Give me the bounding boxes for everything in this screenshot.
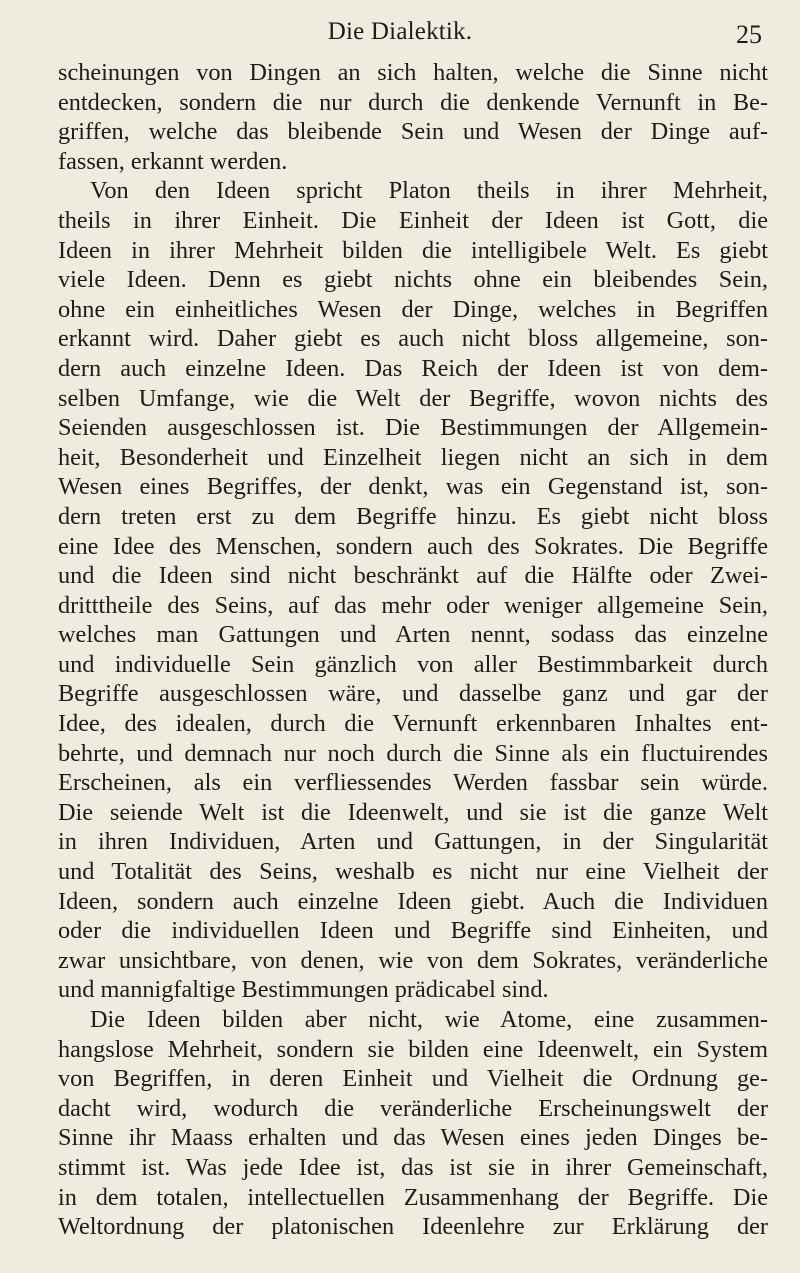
text-line: Von den Ideen spricht Platon theils in ihrer Mehrheit,: [90, 177, 768, 205]
text-line: und Totalität des Seins, weshalb es nicht nur eine Vielheit der: [58, 858, 768, 886]
paragraph: [58, 1005, 768, 1242]
text-line: dern treten erst zu dem Begriffe hinzu. Es giebt nicht bloss: [58, 502, 768, 530]
page-header: [0, 12, 800, 52]
text-line: behrte, und demnach nur noch durch die Sinne als ein fluctuirendes: [58, 739, 768, 767]
text-line: Erscheinen, als ein verfliessendes Werden fassbar sein würde.: [58, 769, 768, 797]
text-line: und mannigfaltige Bestimmungen prädicabel sind.: [58, 976, 549, 1004]
text-line: Seienden ausgeschlossen ist. Die Bestimmungen der Allgemein-: [58, 414, 768, 442]
text-line: Die Ideen bilden aber nicht, wie Atome, eine zusammen-: [90, 1006, 768, 1033]
text-line: in ihren Individuen, Arten und Gattungen, in der Singularität: [58, 828, 768, 856]
text-line: stimmt ist. Was jede Idee ist, das ist sie in ihrer Gemeinschaft,: [58, 1153, 768, 1181]
text-line: dacht wird, wodurch die veränderliche Erscheinungswelt der: [58, 1094, 768, 1122]
text-line: hangslose Mehrheit, sondern sie bilden eine Ideenwelt, ein System: [58, 1035, 768, 1063]
text-line: selben Umfange, wie die Welt der Begriffe, wovon nichts des: [58, 384, 768, 412]
text-line: Ideen in ihrer Mehrheit bilden die intelligibele Welt. Es giebt: [58, 236, 768, 264]
paragraph: [58, 58, 768, 176]
body-text: [58, 58, 768, 1242]
text-line: heit, Besonderheit und Einzelheit liegen nicht an sich in dem: [58, 443, 768, 471]
text-line: ohne ein einheitliches Wesen der Dinge, welches in Begriffen: [58, 295, 768, 323]
text-line: von Begriffen, in deren Einheit und Vielheit die Ordnung ge-: [58, 1065, 768, 1093]
text-line: entdecken, sondern die nur durch die denkende Vernunft in Be-: [58, 88, 768, 116]
text-line: Ideen, sondern auch einzelne Ideen giebt. Auch die Individuen: [58, 887, 768, 915]
text-line: Sinne ihr Maass erhalten und das Wesen eines jeden Dinges be-: [58, 1124, 768, 1152]
text-line: Die seiende Welt ist die Ideenwelt, und sie ist die ganze Welt: [58, 798, 768, 826]
text-line: scheinungen von Dingen an sich halten, welche die Sinne nicht: [58, 59, 768, 86]
text-line: zwar unsichtbare, von denen, wie von dem Sokrates, veränderliche: [58, 946, 768, 974]
text-line: und individuelle Sein gänzlich von aller Bestimmbarkeit durch: [58, 650, 768, 678]
paragraph: [58, 176, 768, 1005]
text-line: Idee, des idealen, durch die Vernunft erkennbaren Inhaltes ent-: [58, 710, 768, 738]
text-line: fassen, erkannt werden.: [58, 147, 288, 175]
text-line: Begriffe ausgeschlossen wäre, und dasselbe ganz und gar der: [58, 680, 768, 708]
text-line: welches man Gattungen und Arten nennt, sodass das einzelne: [58, 621, 768, 649]
page-number: 25: [736, 20, 762, 49]
text-line: griffen, welche das bleibende Sein und Wesen der Dinge auf-: [58, 118, 768, 146]
text-line: viele Ideen. Denn es giebt nichts ohne ein bleibendes Sein,: [58, 266, 768, 294]
text-line: theils in ihrer Einheit. Die Einheit der Ideen ist Gott, die: [58, 206, 768, 234]
text-line: eine Idee des Menschen, sondern auch des Sokrates. Die Begriffe: [58, 532, 768, 560]
text-line: erkannt wird. Daher giebt es auch nicht bloss allgemeine, son-: [58, 325, 768, 353]
running-title: Die Dialektik.: [327, 18, 473, 45]
text-line: dern auch einzelne Ideen. Das Reich der Ideen ist von dem-: [58, 354, 768, 382]
text-line: und die Ideen sind nicht beschränkt auf die Hälfte oder Zwei-: [58, 562, 768, 590]
text-line: dritttheile des Seins, auf das mehr oder weniger allgemeine Sein,: [58, 591, 768, 619]
text-line: oder die individuellen Ideen und Begriffe sind Einheiten, und: [58, 917, 768, 945]
text-line: Weltordnung der platonischen Ideenlehre zur Erklärung der: [58, 1213, 768, 1241]
text-line: in dem totalen, intellectuellen Zusammenhang der Begriffe. Die: [58, 1183, 768, 1211]
text-line: Wesen eines Begriffes, der denkt, was ein Gegenstand ist, son-: [58, 473, 768, 501]
